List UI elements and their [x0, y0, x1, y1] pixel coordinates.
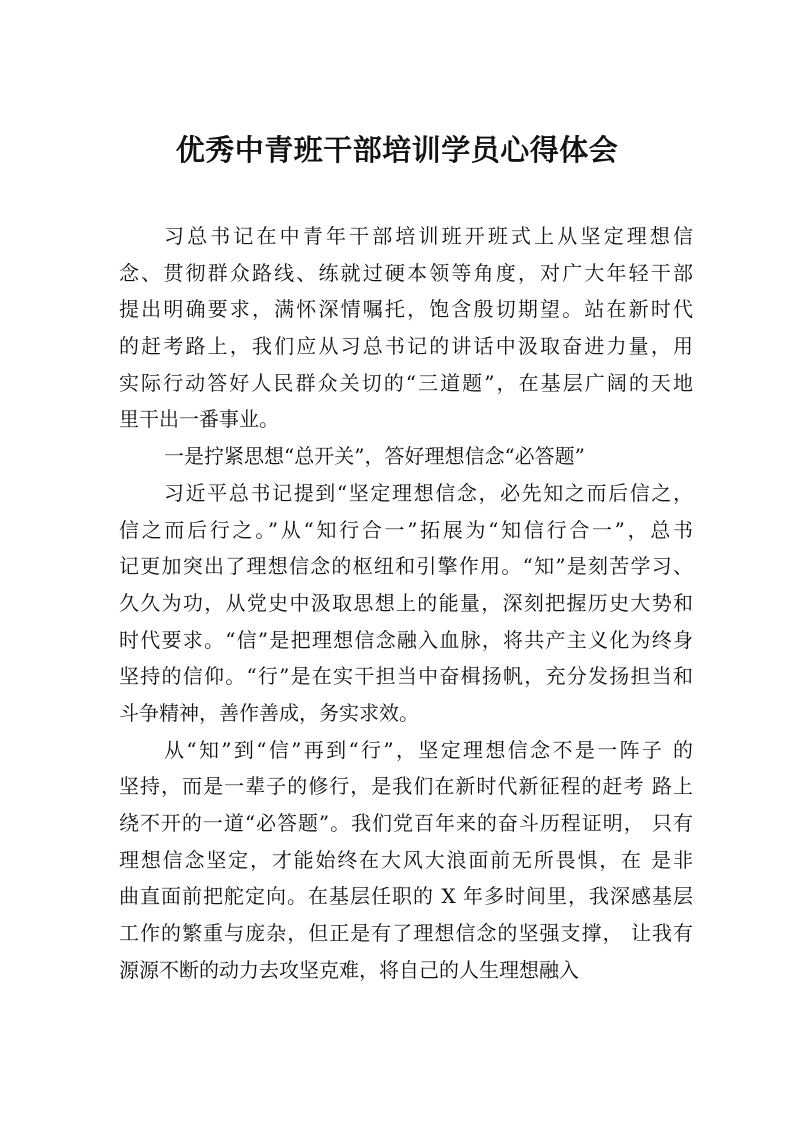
paragraph-2-line-1: 习近平总书记提到“坚定理想信念，必先知之而后信之， — [164, 480, 693, 505]
paragraph-2-line-4: 久久为功，从党史中汲取思想上的能量，深刻把握历史大势和 — [119, 590, 693, 615]
paragraph-3-line-7: 源源不断的动力去攻坚克难，将自己的人生理想融入 — [119, 957, 579, 982]
paragraph-2-line-7: 斗争精神，善作善成，务实求效。 — [119, 700, 419, 725]
paragraph-3-line-3: 绕不开的一道“必答题”。我们党百年来的奋斗历程证明， 只有 — [119, 811, 693, 835]
paragraph-2-line-5: 时代要求。“信”是把理想信念融入血脉，将共产主义化为终身 — [119, 627, 693, 652]
paragraph-3-line-5: 曲直面前把舵定向。在基层任职的 X 年多时间里，我深感基层 — [119, 884, 693, 909]
paragraph-3-line-6: 工作的繁重与庞杂，但正是有了理想信念的坚强支撑， 让我有 — [119, 921, 693, 946]
paragraph-1-line-2: 念、贯彻群众路线、练就过硬本领等角度，对广大年轻干部 — [119, 260, 693, 285]
section-heading-1: 一是拧紧思想“总开关”，答好理想信念“必答题” — [164, 444, 585, 469]
document-body — [119, 218, 693, 988]
paragraph-1-line-6: 里干出一番事业。 — [119, 407, 279, 432]
paragraph-1-line-4: 的赶考路上，我们应从习总书记的讲话中汲取奋进力量，用 — [119, 334, 693, 359]
paragraph-3-line-1: 从“知”到“信”再到“行”，坚定理想信念不是一阵子 的 — [164, 737, 693, 762]
paragraph-1-line-1: 习总书记在中青年干部培训班开班式上从坚定理想信 — [164, 224, 693, 248]
paragraph-2-line-6: 坚持的信仰。“行”是在实干担当中奋楫扬帆，充分发扬担当和 — [119, 664, 693, 689]
paragraph-1-line-5: 实际行动答好人民群众关切的“三道题”，在基层广阔的天地 — [119, 370, 693, 395]
paragraph-2-line-3: 记更加突出了理想信念的枢纽和引擎作用。“知”是刻苦学习、 — [119, 554, 693, 579]
paragraph-2-line-2: 信之而后行之。”从“知行合一”拓展为“知信行合一”，总书 — [119, 517, 693, 542]
paragraph-3-line-2: 坚持，而是一辈子的修行，是我们在新时代新征程的赶考 路上 — [119, 774, 693, 799]
paragraph-1-line-3: 提出明确要求，满怀深情嘱托，饱含殷切期望。站在新时代 — [119, 297, 693, 322]
document-title: 优秀中青班干部培训学员心得体会 — [175, 133, 619, 167]
paragraph-3-line-4: 理想信念坚定，才能始终在大风大浪面前无所畏惧，在 是非 — [119, 847, 693, 872]
